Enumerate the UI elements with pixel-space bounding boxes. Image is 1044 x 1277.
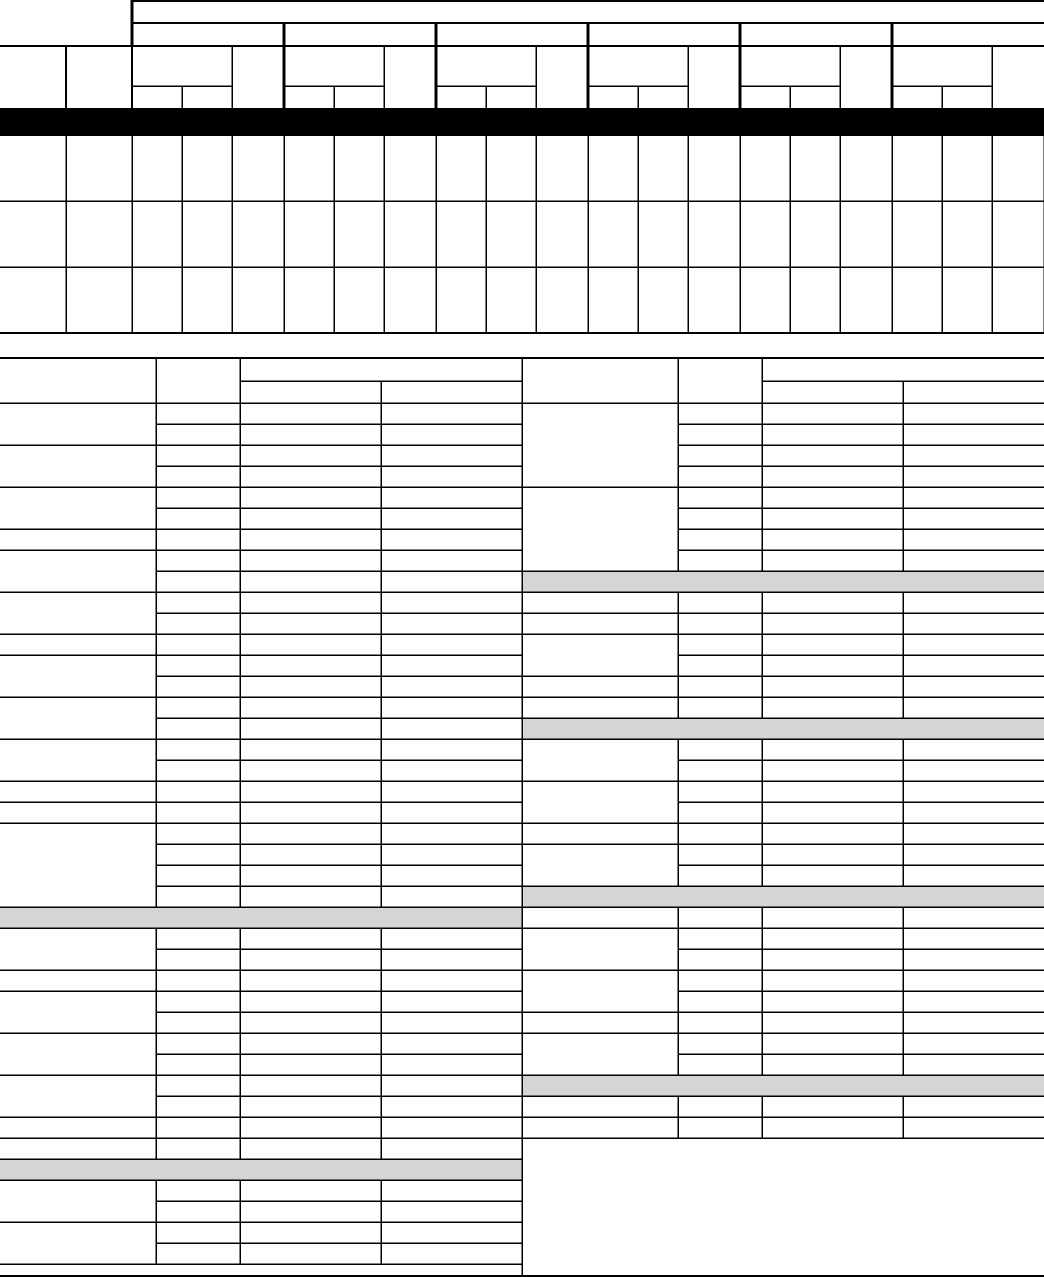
section-band	[522, 571, 1044, 592]
section-band	[522, 886, 1044, 907]
section-band	[0, 1159, 522, 1180]
section-band	[522, 1075, 1044, 1096]
section-band	[0, 907, 522, 928]
section-band	[522, 718, 1044, 739]
